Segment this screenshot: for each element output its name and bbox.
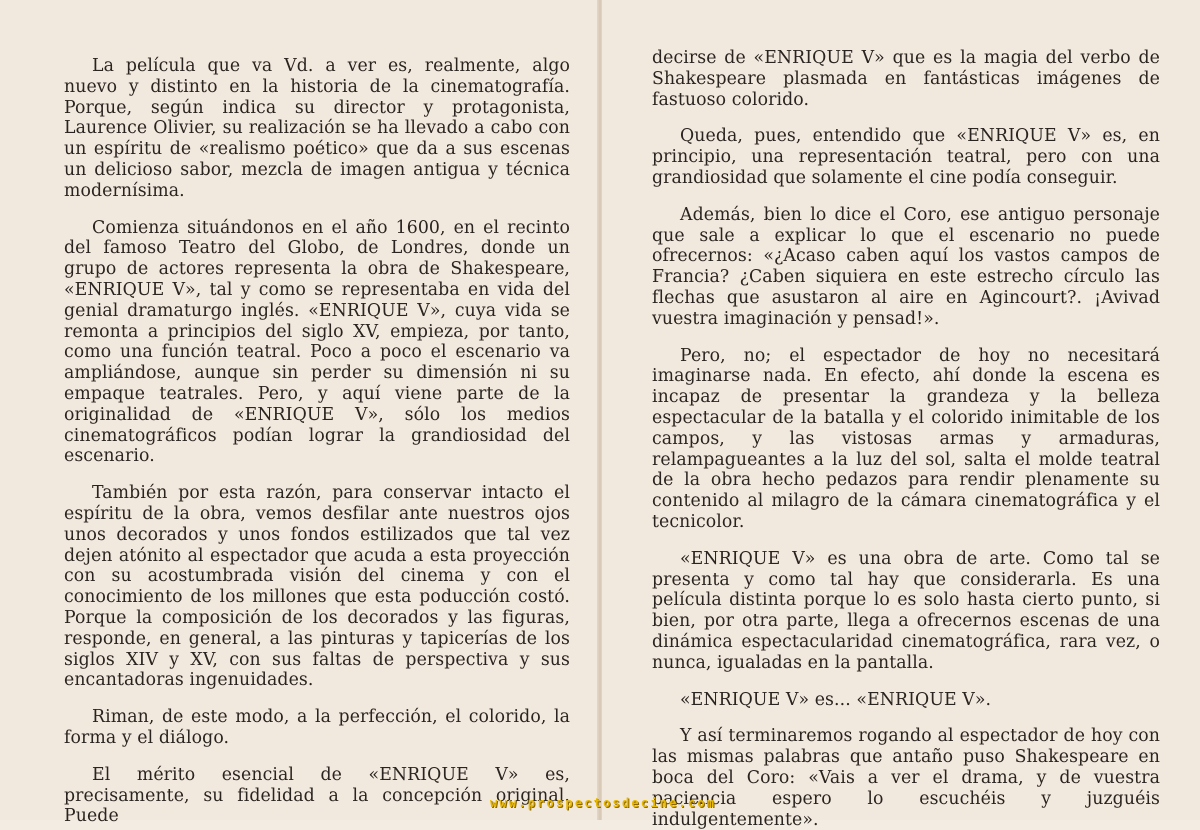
right-paragraph-6: «ENRIQUE V» es... «ENRIQUE V». [680, 689, 992, 710]
right-paragraph-7: Y así terminaremos rogando al espectador de hoy con las mismas palabras que antaño puso Shakespeare en boca del Coro: «Vais a ver el drama, y de vuestra paciencia espero lo escuchéis y juzguéis indulgentemente». [652, 726, 1160, 830]
right-paragraph-4: Pero, no; el espectador de hoy no necesitará imaginarse nada. En efecto, ahí donde la escena es incapaz de presentar la grandeza y la belleza espectacular de la batalla y el colorido inimitable de los campos, y las vistosas armas y armaduras, relampagueantes a la luz del sol, salta el molde teatral de la obra hecho pedazos para rendir plenamente su contenido al milagro de la cámara cinematográfica y el tecnicolor. [652, 345, 1160, 532]
right-paragraph-2: Queda, pues, entendido que «ENRIQUE V» es, en principio, una representación teatral, pero con una grandiosidad que solamente el cine podía conseguir. [652, 126, 1160, 188]
left-paragraph-5: El mérito esencial de «ENRIQUE V» es, precisamente, su fidelidad a la concepción original. Puede [64, 764, 570, 827]
left-paragraph-1: La película que va Vd. a ver es, realmente, algo nuevo y distinto en la historia de la cinematografía. Porque, según indica su director y protagonista, Laurence Olivier, su realización se ha llevado a cabo con un espíritu de «realismo poético» que da a sus escenas un delicioso sabor, mezcla de imagen antigua y técnica modernísima. [64, 56, 570, 201]
left-page [0, 0, 598, 827]
site-watermark: www.prospectosdecine.com [490, 796, 717, 810]
right-paragraph-1: decirse de «ENRIQUE V» que es la magia del verbo de Shakespeare plasmada en fantásticas imágenes de fastuoso colorido. [652, 48, 1160, 110]
right-paragraph-3: Además, bien lo dice el Coro, ese antiguo personaje que sale a explicar lo que el escenario no puede ofrecernos: «¿Acaso caben aquí los vastos campos de Francia? ¿Caben siquiera en este estrecho círculo las flechas que asustaron al aire en Agincourt?. ¡Avivad vuestra imaginación y pensad!». [652, 204, 1160, 329]
left-paragraph-4: Riman, de este modo, a la perfección, el colorido, la forma y el diálogo. [64, 707, 570, 748]
right-paragraph-5: «ENRIQUE V» es una obra de arte. Como tal se presenta y como tal hay que considerarla. Es una película distinta porque lo es solo hasta cierto punto, si bien, por otra parte, llega a ofrecernos escenas de una dinámica espectacularidad cinematográfica, rara vez, o nunca, igualadas en la pantalla. [652, 548, 1160, 673]
left-paragraph-3: También por esta razón, para conservar intacto el espíritu de la obra, vemos desfilar ante nuestros ojos unos decorados y unos fondos estilizados que tal vez dejen atónito al espectador que acuda a esta proyección con su acostumbrada visión del cinema y con el conocimiento de los millones que esta poducción costó. Porque la composición de los decorados y las figuras, responde, en general, a las pinturas y tapicerías de los siglos XIV y XV, con sus faltas de perspectiva y sus encantadoras ingenuidades. [64, 483, 570, 691]
left-paragraph-2: Comienza situándonos en el año 1600, en el recinto del famoso Teatro del Globo, de Londres, donde un grupo de actores representa la obra de Shakespeare, «ENRIQUE V», tal y como se representaba en vida del genial dramaturgo inglés. «ENRIQUE V», cuya vida se remonta a principios del siglo XV, empieza, por tanto, como una función teatral. Poco a poco el escenario va ampliándose, aunque sin perder su dimensión ni su empaque teatrales. Pero, y aquí viene parte de la originalidad de «ENRIQUE V», sólo los medios cinematográficos podían lograr la grandiosidad del escenario. [64, 217, 570, 467]
right-page [602, 0, 1200, 830]
